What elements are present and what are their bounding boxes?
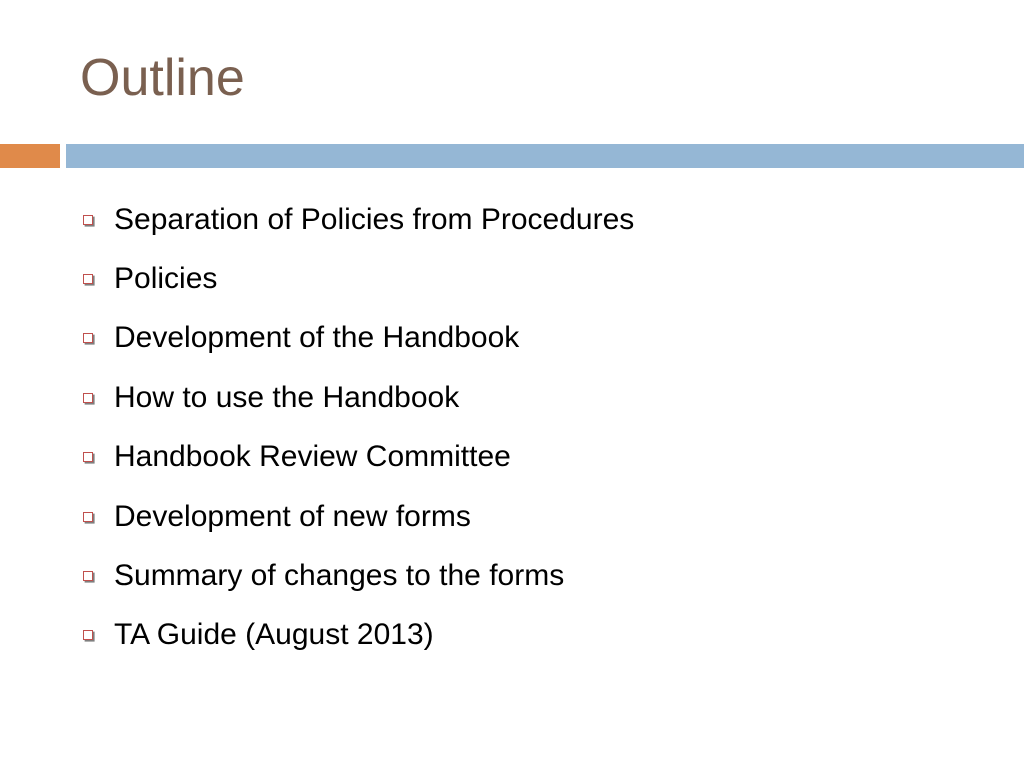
list-item	[80, 546, 634, 605]
list-item	[80, 368, 634, 427]
bullet-text: Policies	[114, 262, 218, 296]
bullet-text: Handbook Review Committee	[114, 440, 511, 474]
accent-bar-blue	[66, 144, 1024, 168]
list-item	[80, 606, 634, 665]
square-bullet-icon	[83, 630, 93, 640]
bullet-text: Summary of changes to the forms	[114, 559, 565, 593]
square-bullet-icon	[83, 452, 93, 462]
accent-bar-orange	[0, 144, 60, 168]
square-bullet-icon	[83, 393, 93, 403]
square-bullet-icon	[83, 274, 93, 284]
square-bullet-icon	[83, 215, 93, 225]
bullet-text: TA Guide (August 2013)	[114, 618, 434, 652]
bullet-text: Development of the Handbook	[114, 321, 520, 355]
bullet-text: Separation of Policies from Procedures	[114, 202, 635, 236]
slide-title: Outline	[80, 49, 245, 107]
list-item	[80, 428, 634, 487]
bullet-text: How to use the Handbook	[114, 380, 460, 414]
list-item	[80, 487, 634, 546]
bullet-list	[80, 190, 634, 665]
list-item	[80, 190, 634, 249]
list-item	[80, 309, 634, 368]
square-bullet-icon	[83, 512, 93, 522]
square-bullet-icon	[83, 333, 93, 343]
list-item	[80, 249, 634, 308]
square-bullet-icon	[83, 571, 93, 581]
bullet-text: Development of new forms	[114, 499, 471, 533]
